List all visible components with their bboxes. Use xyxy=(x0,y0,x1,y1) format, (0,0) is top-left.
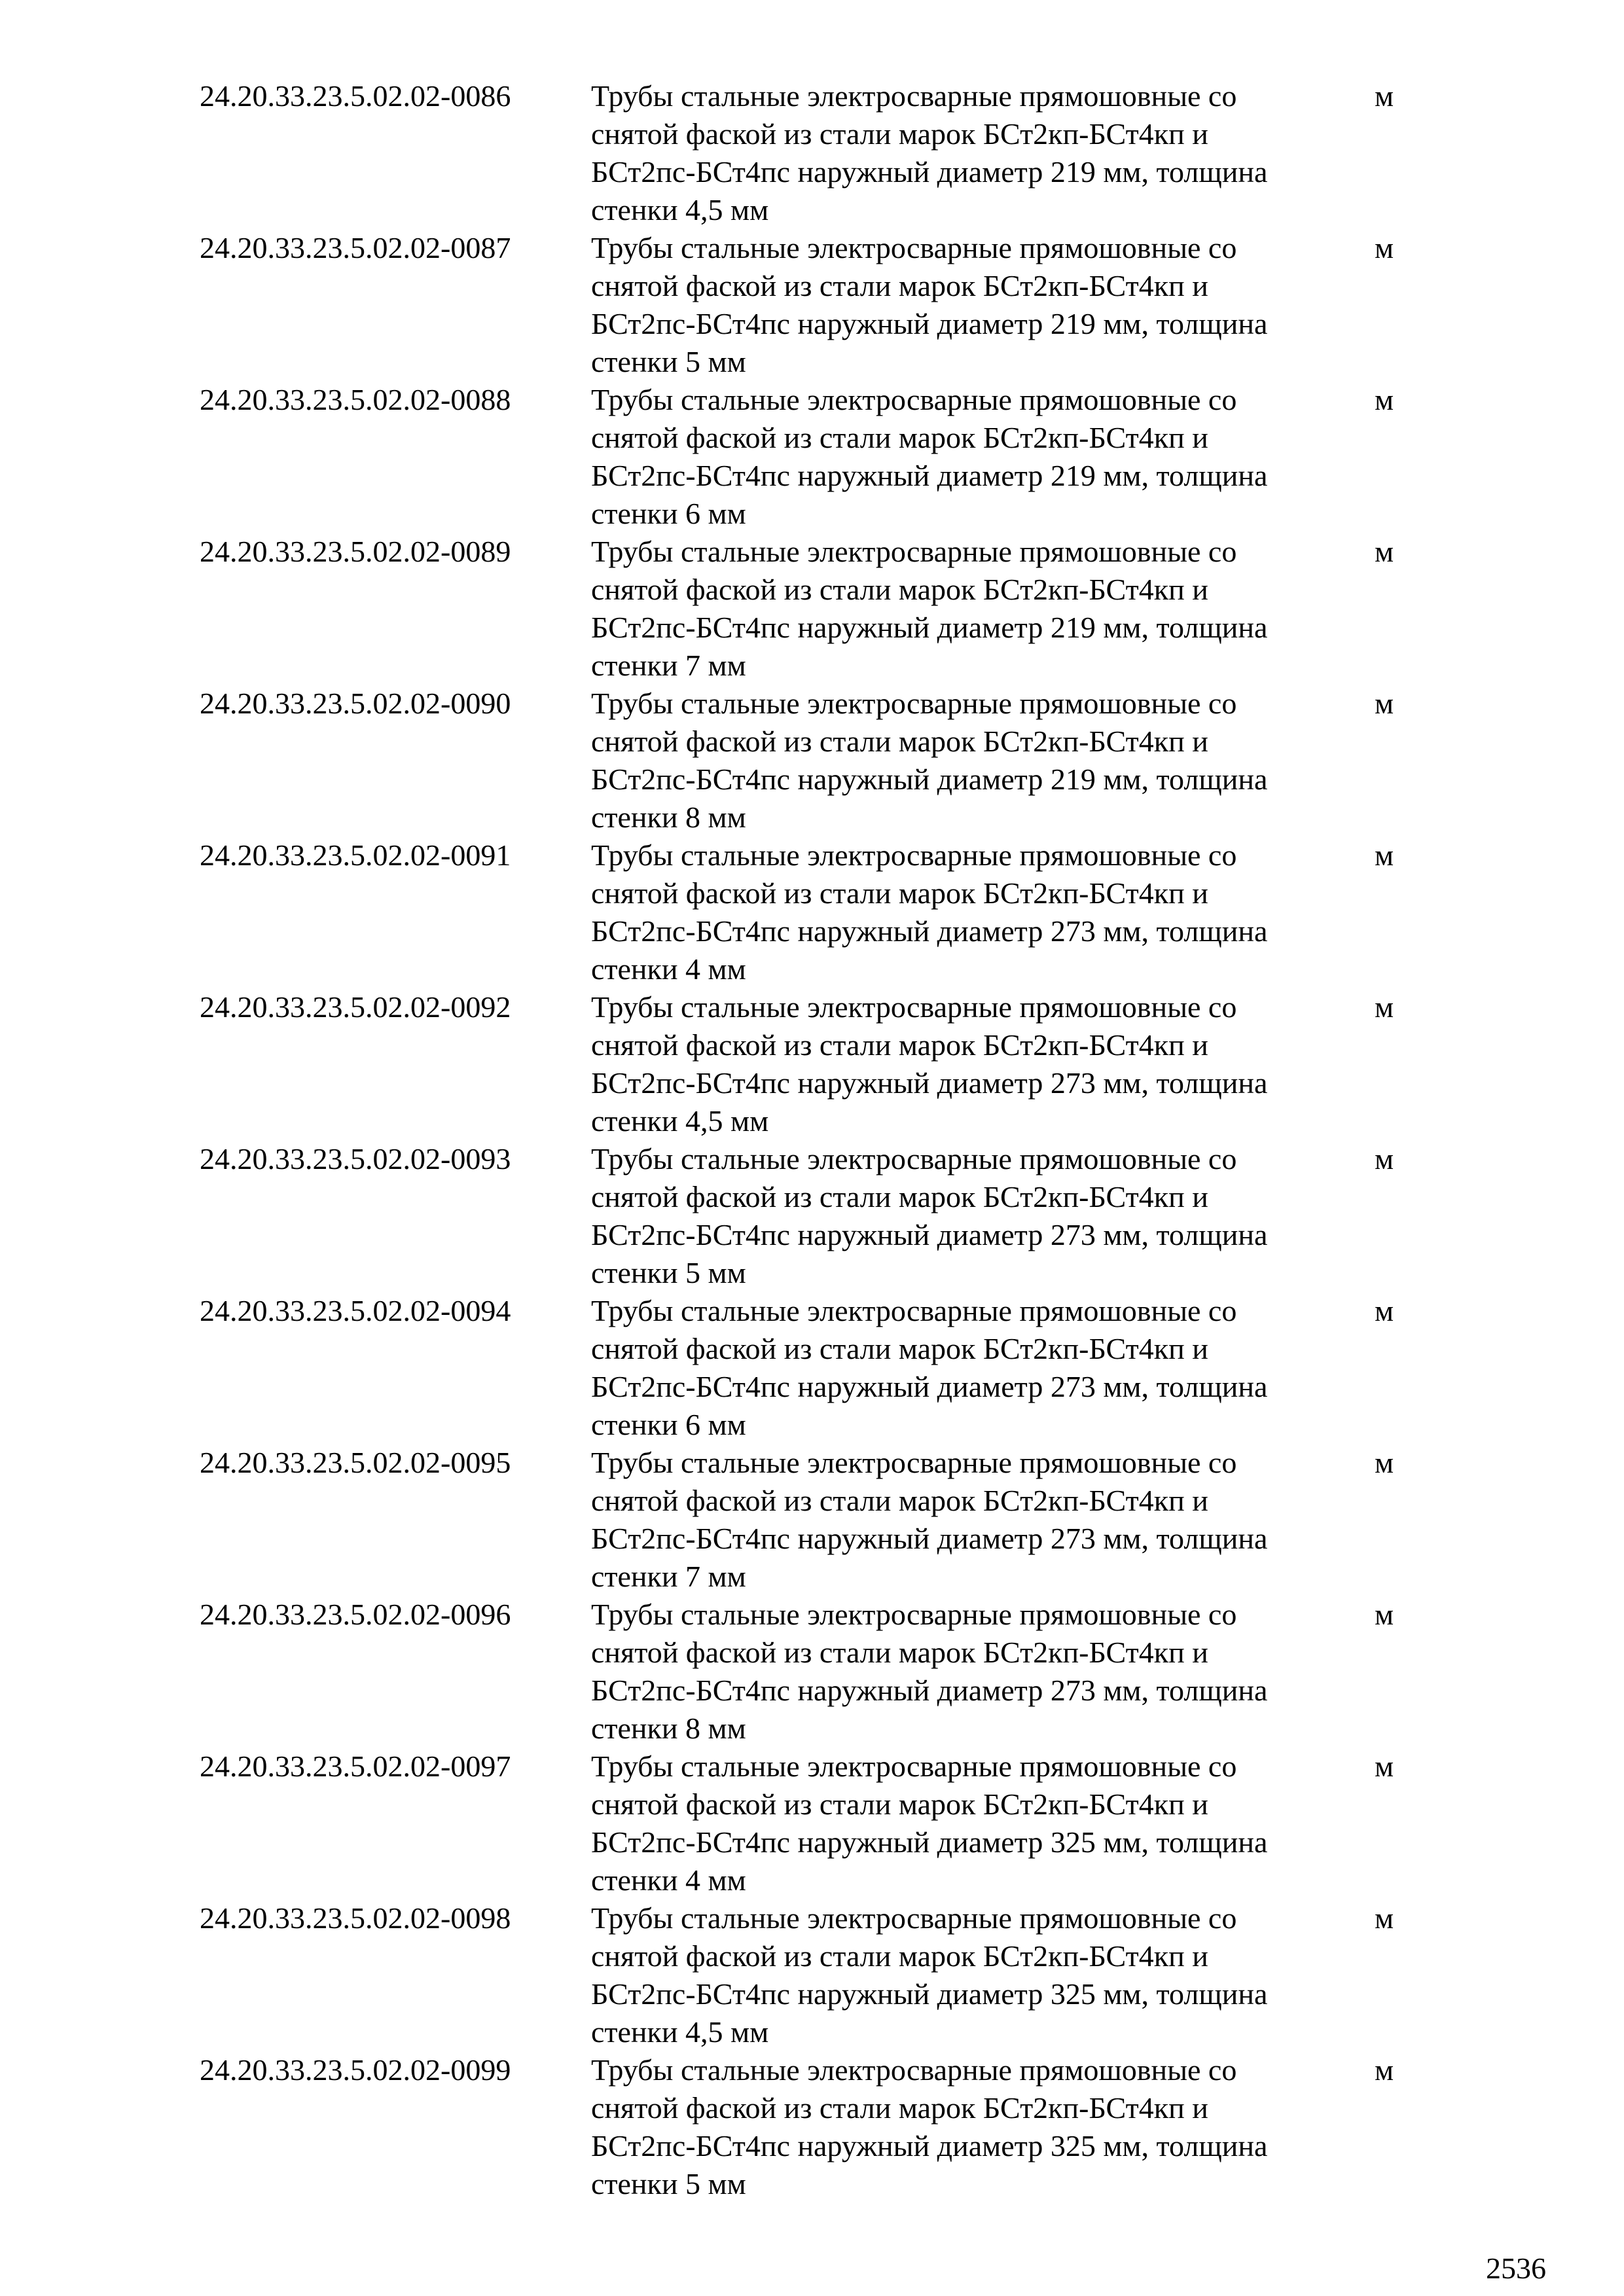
description-line: Трубы стальные электросварные прямошовные со xyxy=(591,838,1237,872)
description-line: БСт2пс-БСт4пс наружный диаметр 325 мм, толщина xyxy=(591,2129,1268,2162)
description-line: снятой фаской из стали марок БСт2кп-БСт4кп и xyxy=(591,1939,1208,1973)
description-line: Трубы стальные электросварные прямошовные со xyxy=(591,1901,1237,1935)
resource-description xyxy=(591,533,1344,685)
description-line: Трубы стальные электросварные прямошовные со xyxy=(591,79,1237,113)
resource-code: 24.20.33.23.5.02.02-0093 xyxy=(200,1142,511,1175)
resource-description xyxy=(591,836,1344,988)
description-line: стенки 6 мм xyxy=(591,1408,746,1441)
resource-description xyxy=(591,988,1344,1140)
description-line: Трубы стальные электросварные прямошовные со xyxy=(591,1749,1237,1783)
resource-code: 24.20.33.23.5.02.02-0091 xyxy=(200,838,511,872)
unit-of-measure: м xyxy=(1375,838,1394,872)
unit-of-measure: м xyxy=(1375,2053,1394,2087)
description-line: БСт2пс-БСт4пс наружный диаметр 273 мм, толщина xyxy=(591,1218,1268,1251)
unit-of-measure: м xyxy=(1375,535,1394,568)
table-row xyxy=(200,1444,1443,1596)
table-row xyxy=(200,1596,1443,1748)
description-line: стенки 4,5 мм xyxy=(591,1104,769,1138)
table-row xyxy=(200,836,1443,988)
description-line: стенки 8 мм xyxy=(591,1712,746,1745)
description-line: БСт2пс-БСт4пс наружный диаметр 325 мм, толщина xyxy=(591,1977,1268,2011)
resource-description xyxy=(591,1444,1344,1596)
table-row xyxy=(200,1748,1443,1899)
table-row xyxy=(200,988,1443,1140)
description-line: снятой фаской из стали марок БСт2кп-БСт4кп и xyxy=(591,1787,1208,1821)
description-line: БСт2пс-БСт4пс наружный диаметр 219 мм, толщина xyxy=(591,611,1268,644)
description-line: снятой фаской из стали марок БСт2кп-БСт4кп и xyxy=(591,1636,1208,1669)
table-row xyxy=(200,2051,1443,2203)
table-row xyxy=(200,685,1443,836)
description-line: стенки 4,5 мм xyxy=(591,2015,769,2049)
unit-of-measure: м xyxy=(1375,1446,1394,1479)
description-line: стенки 4 мм xyxy=(591,1863,746,1897)
description-line: БСт2пс-БСт4пс наружный диаметр 273 мм, толщина xyxy=(591,914,1268,948)
description-line: БСт2пс-БСт4пс наружный диаметр 219 мм, толщина xyxy=(591,762,1268,796)
price-list-table xyxy=(200,77,1443,2203)
description-line: Трубы стальные электросварные прямошовные со xyxy=(591,2053,1237,2087)
unit-of-measure: м xyxy=(1375,1749,1394,1783)
description-line: БСт2пс-БСт4пс наружный диаметр 273 мм, толщина xyxy=(591,1370,1268,1403)
resource-code: 24.20.33.23.5.02.02-0099 xyxy=(200,2053,511,2087)
resource-code: 24.20.33.23.5.02.02-0089 xyxy=(200,535,511,568)
description-line: Трубы стальные электросварные прямошовные со xyxy=(591,535,1237,568)
unit-of-measure: м xyxy=(1375,79,1394,113)
description-line: снятой фаской из стали марок БСт2кп-БСт4кп и xyxy=(591,1180,1208,1213)
description-line: стенки 5 мм xyxy=(591,345,746,378)
description-line: снятой фаской из стали марок БСт2кп-БСт4кп и xyxy=(591,876,1208,910)
description-line: снятой фаской из стали марок БСт2кп-БСт4кп и xyxy=(591,2091,1208,2125)
description-line: Трубы стальные электросварные прямошовные со xyxy=(591,687,1237,720)
description-line: снятой фаской из стали марок БСт2кп-БСт4кп и xyxy=(591,573,1208,606)
unit-of-measure: м xyxy=(1375,231,1394,264)
resource-description xyxy=(591,1292,1344,1444)
resource-description xyxy=(591,381,1344,533)
table-row xyxy=(200,533,1443,685)
description-line: снятой фаской из стали марок БСт2кп-БСт4кп и xyxy=(591,725,1208,758)
description-line: Трубы стальные электросварные прямошовные со xyxy=(591,231,1237,264)
description-line: Трубы стальные электросварные прямошовные со xyxy=(591,990,1237,1024)
unit-of-measure: м xyxy=(1375,1901,1394,1935)
description-line: снятой фаской из стали марок БСт2кп-БСт4кп и xyxy=(591,1484,1208,1517)
description-line: БСт2пс-БСт4пс наружный диаметр 273 мм, толщина xyxy=(591,1674,1268,1707)
resource-code: 24.20.33.23.5.02.02-0088 xyxy=(200,383,511,416)
description-line: БСт2пс-БСт4пс наружный диаметр 273 мм, толщина xyxy=(591,1522,1268,1555)
page-number: 2536 xyxy=(1486,2251,1546,2285)
resource-description xyxy=(591,1899,1344,2051)
unit-of-measure: м xyxy=(1375,383,1394,416)
table-row xyxy=(200,1899,1443,2051)
description-line: стенки 4,5 мм xyxy=(591,193,769,226)
unit-of-measure: м xyxy=(1375,687,1394,720)
resource-code: 24.20.33.23.5.02.02-0092 xyxy=(200,990,511,1024)
description-line: БСт2пс-БСт4пс наружный диаметр 219 мм, толщина xyxy=(591,307,1268,340)
description-line: снятой фаской из стали марок БСт2кп-БСт4кп и xyxy=(591,269,1208,302)
resource-code: 24.20.33.23.5.02.02-0090 xyxy=(200,687,511,720)
unit-of-measure: м xyxy=(1375,990,1394,1024)
description-line: Трубы стальные электросварные прямошовные со xyxy=(591,1598,1237,1631)
table-row xyxy=(200,1292,1443,1444)
description-line: БСт2пс-БСт4пс наружный диаметр 219 мм, толщина xyxy=(591,155,1268,188)
description-line: БСт2пс-БСт4пс наружный диаметр 219 мм, толщина xyxy=(591,459,1268,492)
description-line: Трубы стальные электросварные прямошовные со xyxy=(591,1294,1237,1327)
table-row xyxy=(200,1140,1443,1292)
resource-description xyxy=(591,77,1344,229)
resource-description xyxy=(591,685,1344,836)
table-row xyxy=(200,381,1443,533)
description-line: снятой фаской из стали марок БСт2кп-БСт4кп и xyxy=(591,1332,1208,1365)
resource-code: 24.20.33.23.5.02.02-0087 xyxy=(200,231,511,264)
resource-description xyxy=(591,229,1344,381)
resource-code: 24.20.33.23.5.02.02-0095 xyxy=(200,1446,511,1479)
unit-of-measure: м xyxy=(1375,1598,1394,1631)
resource-code: 24.20.33.23.5.02.02-0098 xyxy=(200,1901,511,1935)
table-row xyxy=(200,77,1443,229)
resource-description xyxy=(591,1748,1344,1899)
description-line: стенки 5 мм xyxy=(591,1256,746,1289)
unit-of-measure: м xyxy=(1375,1294,1394,1327)
description-line: снятой фаской из стали марок БСт2кп-БСт4кп и xyxy=(591,117,1208,151)
description-line: стенки 4 мм xyxy=(591,952,746,986)
resource-code: 24.20.33.23.5.02.02-0097 xyxy=(200,1749,511,1783)
description-line: стенки 7 мм xyxy=(591,1560,746,1593)
description-line: Трубы стальные электросварные прямошовные со xyxy=(591,1142,1237,1175)
description-line: стенки 6 мм xyxy=(591,497,746,530)
description-line: стенки 8 мм xyxy=(591,800,746,834)
description-line: стенки 5 мм xyxy=(591,2167,746,2200)
description-line: БСт2пс-БСт4пс наружный диаметр 325 мм, толщина xyxy=(591,1825,1268,1859)
resource-code: 24.20.33.23.5.02.02-0096 xyxy=(200,1598,511,1631)
description-line: Трубы стальные электросварные прямошовные со xyxy=(591,383,1237,416)
table-row xyxy=(200,229,1443,381)
resource-code: 24.20.33.23.5.02.02-0094 xyxy=(200,1294,511,1327)
description-line: Трубы стальные электросварные прямошовные со xyxy=(591,1446,1237,1479)
resource-description xyxy=(591,1596,1344,1748)
description-line: снятой фаской из стали марок БСт2кп-БСт4кп и xyxy=(591,1028,1208,1062)
resource-code: 24.20.33.23.5.02.02-0086 xyxy=(200,79,511,113)
resource-description xyxy=(591,1140,1344,1292)
description-line: стенки 7 мм xyxy=(591,649,746,682)
description-line: снятой фаской из стали марок БСт2кп-БСт4кп и xyxy=(591,421,1208,454)
unit-of-measure: м xyxy=(1375,1142,1394,1175)
resource-description xyxy=(591,2051,1344,2203)
description-line: БСт2пс-БСт4пс наружный диаметр 273 мм, толщина xyxy=(591,1066,1268,1100)
